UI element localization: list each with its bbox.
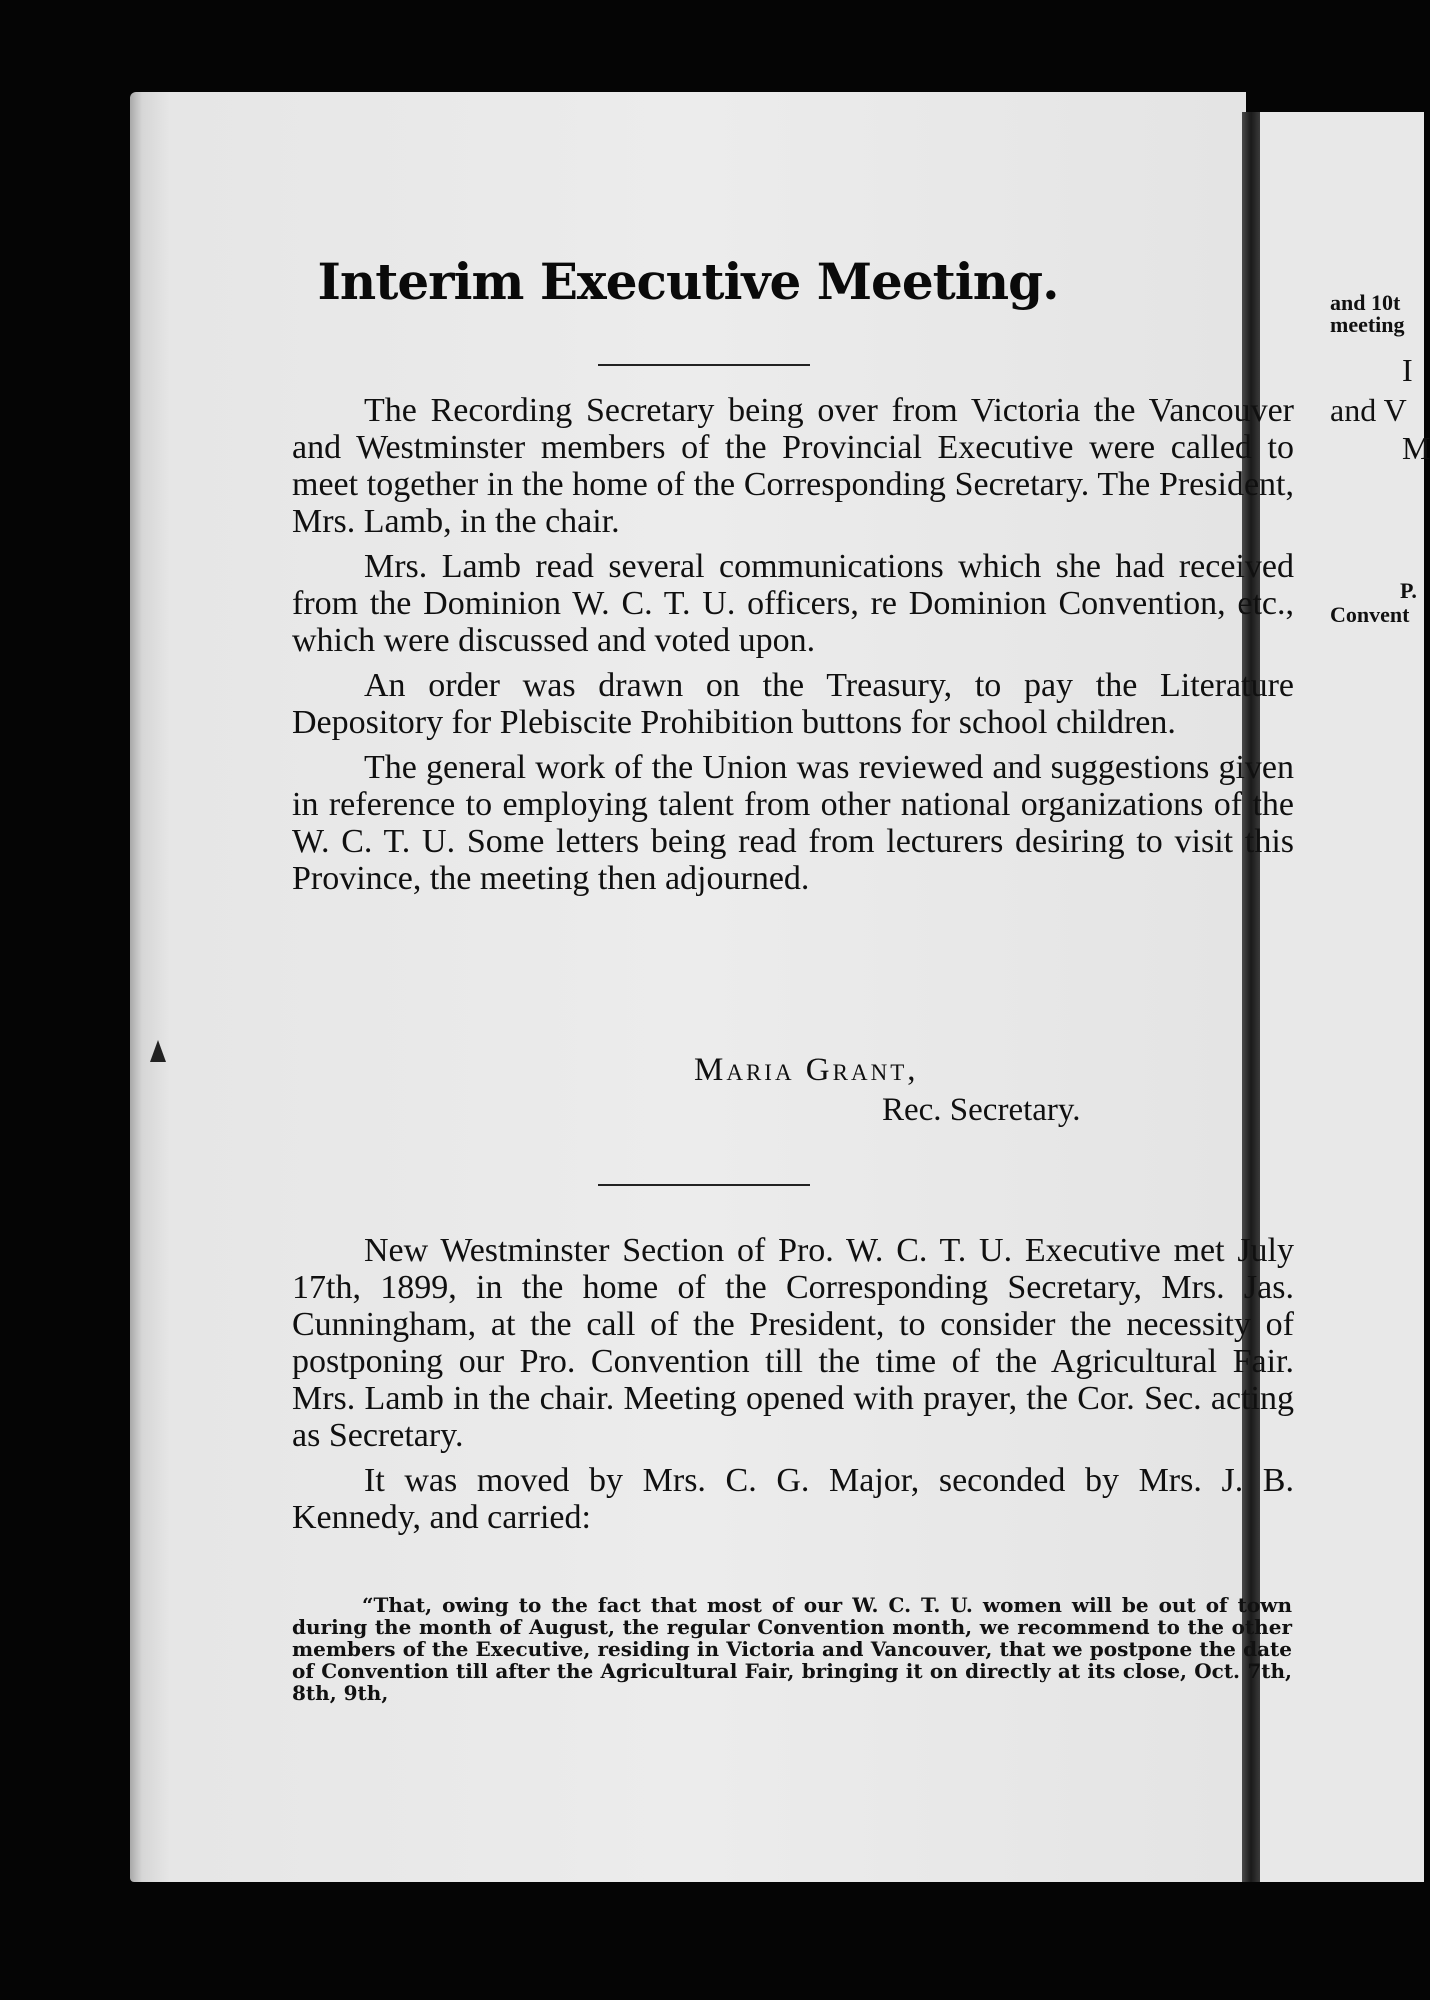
- section-1-body: [292, 392, 1294, 905]
- paragraph: The general work of the Union was reviewed and suggestions given in reference to employing talent from other national organizations of the W. C. T. U. Some letters being read from lecturers desiring to visit this Province, the meeting then adjourned.: [292, 749, 1294, 897]
- margin-mark: [150, 1040, 166, 1062]
- adjacent-fragment: P.: [1400, 578, 1417, 603]
- section-divider: [598, 1184, 810, 1186]
- adjacent-fragment: and 10t: [1330, 290, 1401, 315]
- paragraph: Mrs. Lamb read several communications which she had received from the Dominion W. C. T. U. officers, re Dominion Convention, etc., which were discussed and voted upon.: [292, 548, 1294, 659]
- page-title: Interim Executive Meeting.: [317, 252, 1059, 311]
- paragraph: It was moved by Mrs. C. G. Major, seconded by Mrs. J. B. Kennedy, and carried:: [292, 1462, 1294, 1536]
- adjacent-fragment: Convent: [1330, 602, 1410, 627]
- resolution-text: “That, owing to the fact that most of our W. C. T. U. women will be out of town during the month of August, the regular Convention month, we recommend to the other members of the Executive, residing in Victoria and Vancouver, that we postpone the date of Convention till after the Agricultural Fair, bringing it on directly at its close, Oct. 7th, 8th, 9th,: [292, 1593, 1292, 1705]
- main-article: [130, 92, 1294, 1882]
- adjacent-fragment: meeting: [1330, 312, 1405, 337]
- adjacent-fragment: I: [1402, 352, 1413, 388]
- paragraph: New Westminster Section of Pro. W. C. T. U. Executive met July 17th, 1899, in the home of the Corresponding Secretary, Mrs. Jas. Cunningham, at the call of the President, to consider the necessity of postponing our Pro. Convention till the time of the Agricultural Fair. Mrs. Lamb in the chair. Meeting opened with prayer, the Cor. Sec. acting as Secretary.: [292, 1232, 1294, 1454]
- section-2-body: [292, 1232, 1294, 1544]
- adjacent-fragment: and V: [1330, 392, 1407, 428]
- signature-name: Maria Grant,: [694, 1052, 919, 1088]
- paragraph: An order was drawn on the Treasury, to pay the Literature Depository for Plebiscite Prohibition buttons for school children.: [292, 667, 1294, 741]
- signature-title: Rec. Secretary.: [882, 1092, 1081, 1128]
- title-divider: [598, 364, 810, 366]
- paragraph: The Recording Secretary being over from Victoria the Vancouver and Westminster members of the Provincial Executive were called to meet together in the home of the Corresponding Secretary. The President, Mrs. Lamb, in the chair.: [292, 392, 1294, 540]
- adjacent-fragment: M: [1402, 430, 1430, 466]
- resolution-quote: [292, 1594, 1292, 1704]
